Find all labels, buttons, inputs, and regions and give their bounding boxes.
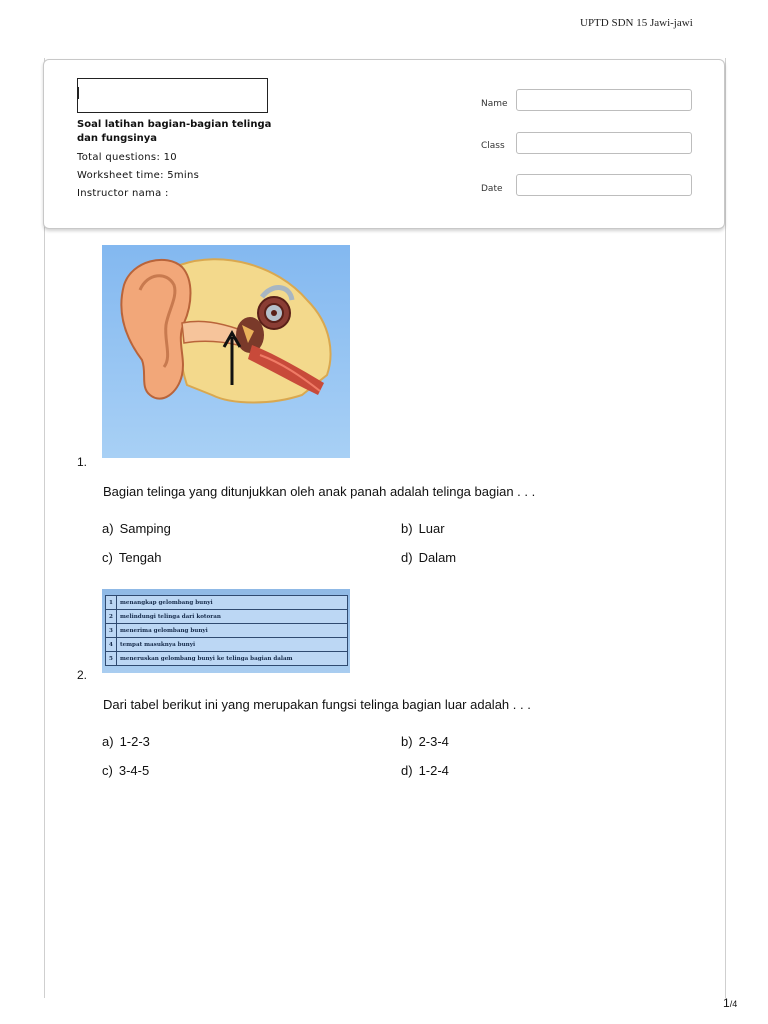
page-header: UPTD SDN 15 Jawi-jawi [580,17,693,29]
option-text: 1-2-4 [418,763,449,778]
page-number [723,996,737,1010]
table-cell-function: tempat masuknya bunyi [117,638,348,652]
option-text: Luar [418,521,445,536]
instructor-name: Instructor nama : [77,188,169,199]
worksheet-info-card [43,59,725,229]
question-2-number: 2. [77,668,88,682]
table-cell-number: 2 [106,610,117,624]
option-key: d) [401,550,413,565]
option-key: c) [102,763,113,778]
option-key: c) [102,550,113,565]
option-key: b) [401,734,413,749]
ear-function-table [105,595,348,666]
option-text: 3-4-5 [118,763,150,778]
worksheet-title: Soal latihan bagian-bagian telinga dan fungsinya [77,119,272,144]
option-text: 2-3-4 [418,734,449,749]
name-label: Name [481,99,508,109]
question-1-number: 1. [77,455,88,469]
option-key: b) [401,521,413,536]
student-name-box[interactable] [77,78,268,113]
table-row [106,652,348,666]
question-2-option-c[interactable] [102,763,149,778]
page-current: 1 [723,996,730,1010]
table-row [106,638,348,652]
worksheet-time: Worksheet time: 5mins [77,170,200,181]
option-key: a) [102,521,114,536]
option-text: 1-2-3 [119,734,150,749]
total-questions: Total questions: 10 [77,152,177,163]
table-cell-function: menerima gelombang bunyi [117,624,348,638]
date-field[interactable] [516,174,692,196]
table-row [106,624,348,638]
table-row [106,610,348,624]
ear-function-table-image [102,589,350,673]
ear-anatomy-illustration [102,245,350,458]
option-key: a) [102,734,114,749]
option-text: Tengah [118,550,162,565]
date-label: Date [481,184,503,194]
question-2-option-a[interactable] [102,734,150,749]
table-row [106,596,348,610]
question-1-option-a[interactable] [102,521,171,536]
question-2-text: Dari tabel berikut ini yang merupakan fungsi telinga bagian luar adalah . . . [103,697,531,712]
question-2-option-b[interactable] [401,734,449,749]
class-label: Class [481,141,505,151]
option-key: d) [401,763,413,778]
question-1-option-c[interactable] [102,550,162,565]
table-cell-function: melindungi telinga dari kotoran [117,610,348,624]
table-cell-function: meneruskan gelombang bunyi ke telinga bagian dalam [117,652,348,666]
table-cell-function: menangkap gelombang bunyi [117,596,348,610]
page-total: /4 [729,999,738,1009]
class-field[interactable] [516,132,692,154]
question-1-text: Bagian telinga yang ditunjukkan oleh anak panah adalah telinga bagian . . . [103,484,536,499]
question-2-option-d[interactable] [401,763,449,778]
table-cell-number: 1 [106,596,117,610]
table-cell-number: 4 [106,638,117,652]
table-cell-number: 5 [106,652,117,666]
table-cell-number: 3 [106,624,117,638]
question-1-option-b[interactable] [401,521,445,536]
option-text: Dalam [418,550,457,565]
question-1-option-d[interactable] [401,550,456,565]
name-field[interactable] [516,89,692,111]
ear-anatomy-image [102,245,350,458]
option-text: Samping [119,521,171,536]
